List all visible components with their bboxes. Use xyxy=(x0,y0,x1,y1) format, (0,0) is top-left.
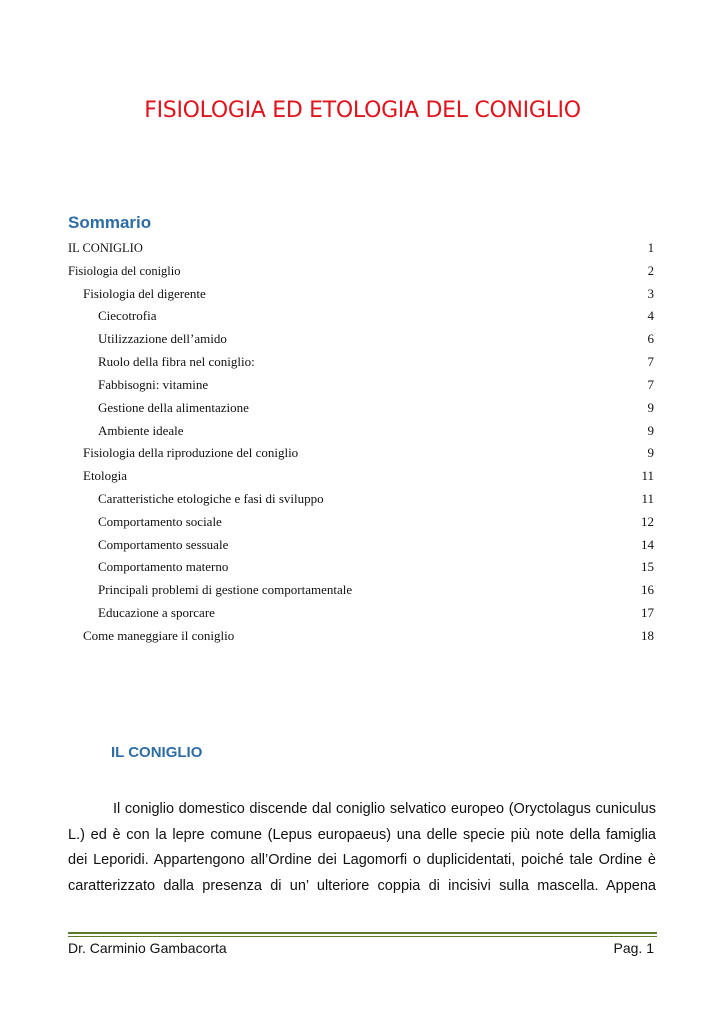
toc-entry-label: Ciecotrofia xyxy=(98,308,157,323)
toc-entry-label: Come maneggiare il coniglio xyxy=(83,628,235,643)
toc-entry-label: Educazione a sporcare xyxy=(98,605,215,620)
toc-entry-page: 6 xyxy=(647,331,654,346)
toc-entry-page: 12 xyxy=(641,514,654,529)
body-line: Il coniglio domestico discende dal coniglio selvatico europeo (Oryctolagus cuniculus xyxy=(113,801,656,817)
toc-entry-page: 15 xyxy=(641,559,654,574)
document-title: FISIOLOGIA ED ETOLOGIA DEL CONIGLIO xyxy=(144,98,581,123)
toc-entry-label: Principali problemi di gestione comportamentale xyxy=(98,582,353,597)
toc-entry-page: 9 xyxy=(647,423,654,438)
toc-entry-page: 18 xyxy=(641,628,654,643)
toc-entry[interactable] xyxy=(83,445,654,461)
body-line: dei Leporidi. Appartengono all’Ordine dei Lagomorfi o duplicidentati, poiché tale Ordine è xyxy=(68,852,656,868)
toc-entry-page: 7 xyxy=(647,354,654,369)
body-line: caratterizzato dalla presenza di un’ ulteriore coppia di incisivi sulla mascella. Appena xyxy=(68,877,656,894)
footer-divider xyxy=(68,932,657,934)
footer-page-number: Pag. 1 xyxy=(613,940,654,956)
toc-entry-page: 14 xyxy=(641,537,654,552)
toc-entry-page: 9 xyxy=(647,445,654,460)
toc-entry-label: Comportamento sessuale xyxy=(98,537,229,552)
toc-entry-page: 1 xyxy=(647,241,654,255)
footer-divider-thin xyxy=(68,936,657,937)
toc-entry-page: 7 xyxy=(647,377,654,392)
body-line: L.) ed è con la lepre comune (Lepus europaeus) una delle specie più note della famiglia xyxy=(68,826,656,843)
toc-entry[interactable] xyxy=(68,240,654,256)
toc-entry-label: Ambiente ideale xyxy=(98,423,184,438)
toc-entry-page: 16 xyxy=(641,582,654,597)
toc-entry-label: Ruolo della fibra nel coniglio: xyxy=(98,354,255,369)
section-body xyxy=(68,797,656,899)
toc-entry-page: 17 xyxy=(641,605,654,620)
toc-entry-label: Fisiologia del coniglio xyxy=(68,264,181,278)
toc-entry[interactable] xyxy=(68,263,654,279)
toc-entry-label: Utilizzazione dell’amido xyxy=(98,331,227,346)
section-heading: IL CONIGLIO xyxy=(111,744,203,761)
toc-entry[interactable] xyxy=(98,605,654,621)
toc-entry[interactable] xyxy=(98,491,654,507)
toc-entry[interactable] xyxy=(98,423,654,439)
toc-entry[interactable] xyxy=(98,377,654,393)
toc-entry-page: 2 xyxy=(647,264,654,278)
toc-entry-label: Caratteristiche etologiche e fasi di sviluppo xyxy=(98,491,324,506)
toc-entry-label: Comportamento sociale xyxy=(98,514,222,529)
toc-entry-page: 9 xyxy=(647,400,654,415)
toc-entry-page: 3 xyxy=(647,286,654,301)
toc-entry-label: Etologia xyxy=(83,468,128,483)
toc-entry-label: Comportamento materno xyxy=(98,559,229,574)
toc-entry-label: Gestione della alimentazione xyxy=(98,400,249,415)
toc-entry[interactable] xyxy=(98,559,654,575)
toc-entry[interactable] xyxy=(83,286,654,302)
toc-entry[interactable] xyxy=(83,468,654,484)
toc-entry-page: 11 xyxy=(641,468,654,483)
toc-heading: Sommario xyxy=(68,213,152,232)
toc-entry[interactable] xyxy=(83,628,654,644)
toc-entry-label: Fabbisogni: vitamine xyxy=(98,377,209,392)
toc-entry-page: 4 xyxy=(647,308,654,323)
toc-entry-page: 11 xyxy=(641,491,654,506)
toc-entry[interactable] xyxy=(98,354,654,370)
toc-entry[interactable] xyxy=(98,331,654,347)
toc-entry[interactable] xyxy=(98,400,654,416)
toc-entry[interactable] xyxy=(98,514,654,530)
toc-entry[interactable] xyxy=(98,308,654,324)
footer-author: Dr. Carminio Gambacorta xyxy=(68,940,227,956)
toc-entry[interactable] xyxy=(98,582,654,598)
toc-entry-label: Fisiologia del digerente xyxy=(83,286,206,301)
toc-entry-label: Fisiologia della riproduzione del coniglio xyxy=(83,445,299,460)
toc-entry[interactable] xyxy=(98,537,654,553)
toc-entry-label: IL CONIGLIO xyxy=(68,241,143,255)
